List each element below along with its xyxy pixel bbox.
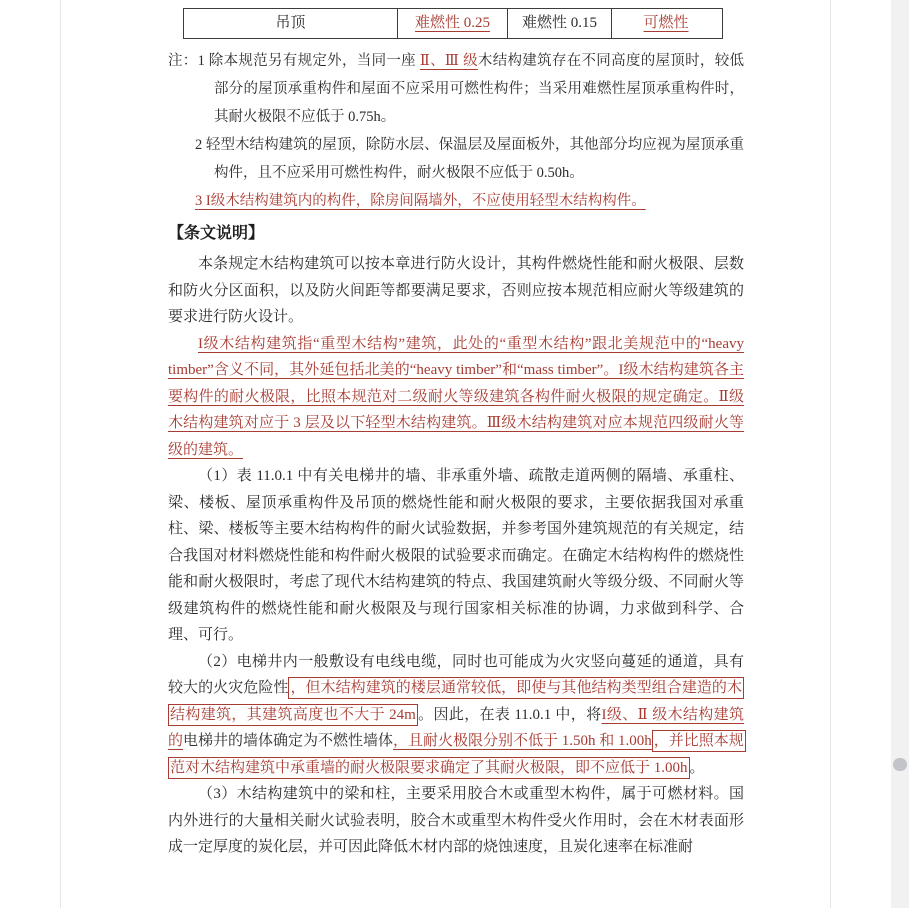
- revision-red-underline: I级、Ⅱ 级木结构建筑的: [168, 706, 744, 749]
- scrollbar-track[interactable]: [891, 0, 909, 908]
- text-run: 本条规定木结构建筑可以按本章进行防火设计，其构件燃烧性能和耐火极限、层数和防火分区面积，以及防火间距等都要满足要求，否则应按本规范相应耐火等级建筑的要求进行防火设计。: [168, 256, 744, 325]
- table-row: [183, 8, 723, 39]
- text-run: 木结构建筑存在不同高度的屋顶时，较低部分的屋顶承重构件和屋面不应采用可燃性构件；当采用难燃性屋顶承重构件时，其耐火极限不应低于 0.75h。: [214, 53, 745, 125]
- text-run: 难燃性 0.15: [521, 15, 597, 31]
- revision-red-underline: I级木结构建筑指“重型木结构”建筑，此处的“重型木结构”跟北美规范中的“heavy timber”含义不同，其外延包括北美的“heavy timber”和“mass timber”。I级木结构建筑各主要构件的耐火极限，比照本规范对二级耐火等级建筑各构件耐火极限的规定确定。Ⅱ级木结构建筑对应于 3 层及以下轻型木结构建筑。Ⅲ级木结构建筑对应本规范四级耐火等级的建筑。: [168, 335, 744, 458]
- text-run: 。因此，在表 11.0.1 中，将: [417, 706, 602, 723]
- page-left-edge: [60, 0, 61, 908]
- text-run: 吊顶: [275, 15, 306, 31]
- revision-red-underline: ，且耐火极限分别不低于 1.50h 和 1.00h: [393, 733, 652, 749]
- table-note: [195, 131, 744, 187]
- text-run: 。: [689, 759, 705, 776]
- paragraph: [168, 463, 744, 649]
- revision-red-underline: 难燃性 0.25: [414, 15, 490, 31]
- table-note: [195, 187, 744, 215]
- fire-rating-table: [168, 8, 744, 39]
- revision-red-box: ，但木结构建筑的楼层通常较低，即使与其他结构类型组合建造的木结构建筑，其建筑高度也不大于 24m: [168, 677, 744, 726]
- text-run: （1）表 11.0.1 中有关电梯井的墙、非承重外墙、疏散走道两侧的隔墙、承重柱、梁、楼板、屋顶承重构件及吊顶的燃烧性能和耐火极限的要求，主要依据我国对承重柱、梁、楼板等主要木结构构件的耐火试验数据，并参考国外建筑规范的有关规定，结合我国对材料燃烧性能和构件耐火极限的试验要求而确定。在确定木结构构件的燃烧性能和耐火极限时，考虑了现代木结构建筑的特点、我国建筑耐火等级分级、不同耐火等级建筑构件的燃烧性能和耐火极限及与现行国家相关标准的协调，力求做到科学、合理、可行。: [168, 468, 744, 643]
- paragraph: [168, 251, 744, 331]
- text-run: （3）木结构建筑中的梁和柱，主要采用胶合木或重型木构件，属于可燃材料。国内外进行的大量相关耐火试验表明，胶合木或重型木构件受火作用时，会在木材表面形成一定厚度的炭化层，并可因此降低木材内部的烧蚀速度，且炭化速率在标准耐: [168, 786, 744, 855]
- section-heading: 【条文说明】: [168, 225, 265, 242]
- revision-red-underline: 可燃性: [643, 15, 689, 31]
- scrollbar-thumb[interactable]: [893, 758, 907, 771]
- table-notes: [168, 47, 744, 215]
- table-cell: [184, 9, 397, 38]
- page-content: [168, 8, 744, 861]
- revision-red-underline: 3 I级木结构建筑内的构件，除房间隔墙外，不应使用轻型木结构构件。: [195, 193, 646, 209]
- revision-red-underline: Ⅱ、Ⅲ 级: [419, 53, 478, 69]
- table-cell: [507, 9, 611, 38]
- text-run: 2 轻型木结构建筑的屋顶，除防水层、保温层及屋面板外，其他部分均应视为屋顶承重构件，且不应采用可燃性构件，耐火极限不应低于 0.50h。: [195, 137, 744, 181]
- text-run: （2）电梯井内一般敷设有电线电缆，同时也可能成为火灾竖向蔓延的通道，具有较大的火灾危险性: [168, 653, 744, 696]
- revision-red-box: ，并比照本规范对木结构建筑中承重墙的耐火极限要求确定了其耐火极限，即不应低于 1.00h: [168, 730, 746, 779]
- table-note: [168, 47, 744, 131]
- paragraph: [168, 649, 744, 782]
- commentary-paragraphs: [168, 251, 744, 861]
- table-cell: [397, 9, 507, 38]
- text-run: 注：1 除本规范另有规定外，当同一座: [168, 53, 420, 69]
- paragraph: [168, 781, 744, 861]
- table-cell: [611, 9, 720, 38]
- text-run: 电梯井的墙体确定为不燃性墙体: [183, 733, 394, 749]
- page-right-edge: [830, 0, 831, 908]
- paragraph: [168, 331, 744, 464]
